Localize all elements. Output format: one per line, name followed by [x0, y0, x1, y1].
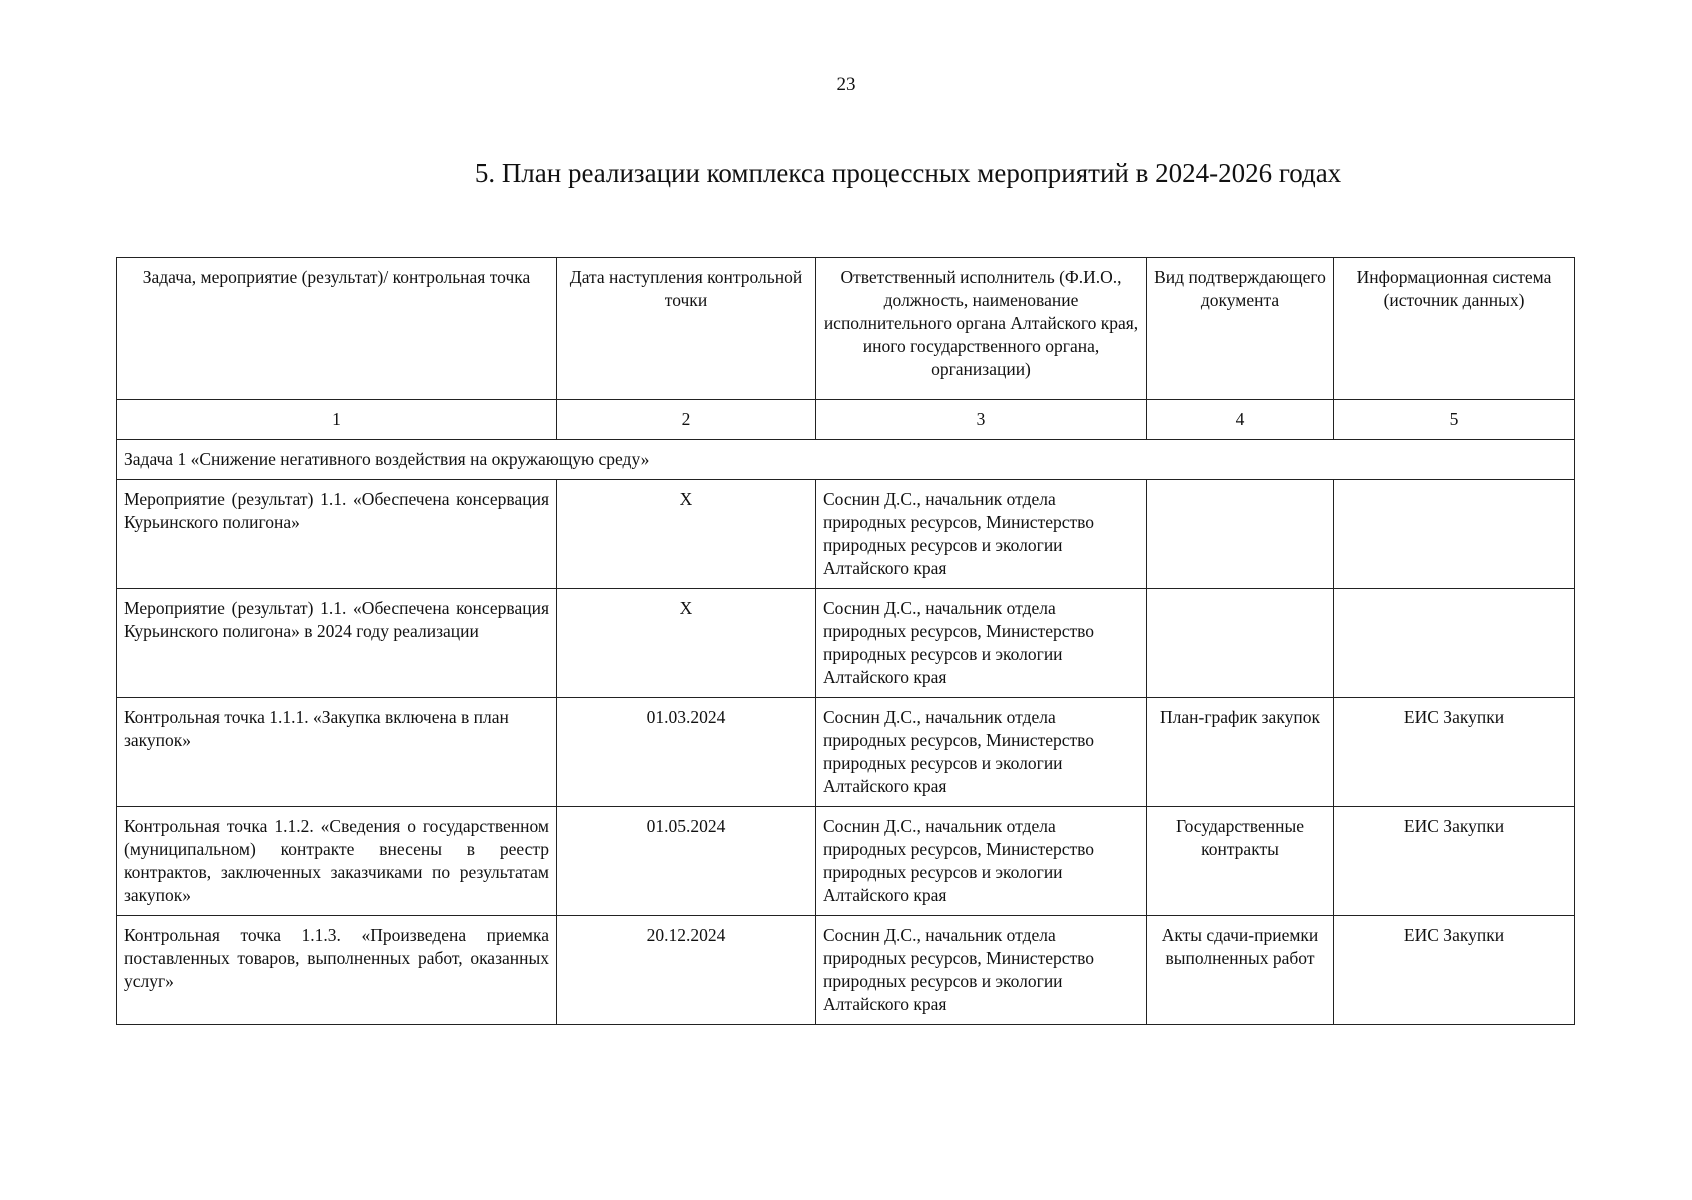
date-cell: 01.03.2024	[557, 698, 816, 807]
responsible-cell: Соснин Д.С., начальник отдела природных ресурсов, Министерство природных ресурсов и экологии Алтайского края	[816, 807, 1147, 916]
column-number: 3	[816, 400, 1147, 440]
system-cell: ЕИС Закупки	[1334, 807, 1575, 916]
document-cell: Государственные контракты	[1147, 807, 1334, 916]
column-number: 2	[557, 400, 816, 440]
task-row	[117, 440, 1575, 480]
column-header-responsible: Ответственный исполнитель (Ф.И.О., должность, наименование исполнительного органа Алтайского края, иного государственного органа, организации)	[816, 258, 1147, 400]
date-cell: 20.12.2024	[557, 916, 816, 1025]
document-cell: Акты сдачи-приемки выполненных работ	[1147, 916, 1334, 1025]
column-header-system: Информационная система (источник данных)	[1334, 258, 1575, 400]
date-cell: X	[557, 589, 816, 698]
document-cell	[1147, 480, 1334, 589]
system-cell: ЕИС Закупки	[1334, 916, 1575, 1025]
page-number: 23	[836, 74, 856, 95]
item-cell: Мероприятие (результат) 1.1. «Обеспечена консервация Курьинского полигона» в 2024 году реализации	[117, 589, 557, 698]
column-number: 1	[117, 400, 557, 440]
item-cell: Контрольная точка 1.1.1. «Закупка включена в план закупок»	[117, 698, 557, 807]
column-number: 5	[1334, 400, 1575, 440]
item-cell: Мероприятие (результат) 1.1. «Обеспечена консервация Курьинского полигона»	[117, 480, 557, 589]
responsible-cell: Соснин Д.С., начальник отдела природных ресурсов, Министерство природных ресурсов и экологии Алтайского края	[816, 916, 1147, 1025]
responsible-cell: Соснин Д.С., начальник отдела природных ресурсов, Министерство природных ресурсов и экологии Алтайского края	[816, 589, 1147, 698]
document-cell	[1147, 589, 1334, 698]
table-row	[117, 589, 1575, 698]
table-header-row	[117, 258, 1575, 400]
item-cell: Контрольная точка 1.1.2. «Сведения о государственном (муниципальном) контракте внесены в реестр контрактов, заключенных заказчиками по результатам закупок»	[117, 807, 557, 916]
column-header-date: Дата наступления контрольной точки	[557, 258, 816, 400]
system-cell	[1334, 589, 1575, 698]
table-row	[117, 807, 1575, 916]
system-cell	[1334, 480, 1575, 589]
responsible-cell: Соснин Д.С., начальник отдела природных ресурсов, Министерство природных ресурсов и экологии Алтайского края	[816, 480, 1147, 589]
document-cell: План-график закупок	[1147, 698, 1334, 807]
plan-table	[116, 257, 1575, 1025]
page-title: 5. План реализации комплекса процессных мероприятий в 2024-2026 годах	[474, 158, 1342, 188]
table-row	[117, 916, 1575, 1025]
column-number-row	[117, 400, 1575, 440]
task-title: Задача 1 «Снижение негативного воздействия на окружающую среду»	[117, 440, 1575, 480]
date-cell: X	[557, 480, 816, 589]
table-row	[117, 480, 1575, 589]
date-cell: 01.05.2024	[557, 807, 816, 916]
responsible-cell: Соснин Д.С., начальник отдела природных ресурсов, Министерство природных ресурсов и экологии Алтайского края	[816, 698, 1147, 807]
table-row	[117, 698, 1575, 807]
system-cell: ЕИС Закупки	[1334, 698, 1575, 807]
column-header-task: Задача, мероприятие (результат)/ контрольная точка	[117, 258, 557, 400]
column-header-document: Вид подтверждающего документа	[1147, 258, 1334, 400]
column-number: 4	[1147, 400, 1334, 440]
item-cell: Контрольная точка 1.1.3. «Произведена приемка поставленных товаров, выполненных работ, оказанных услуг»	[117, 916, 557, 1025]
